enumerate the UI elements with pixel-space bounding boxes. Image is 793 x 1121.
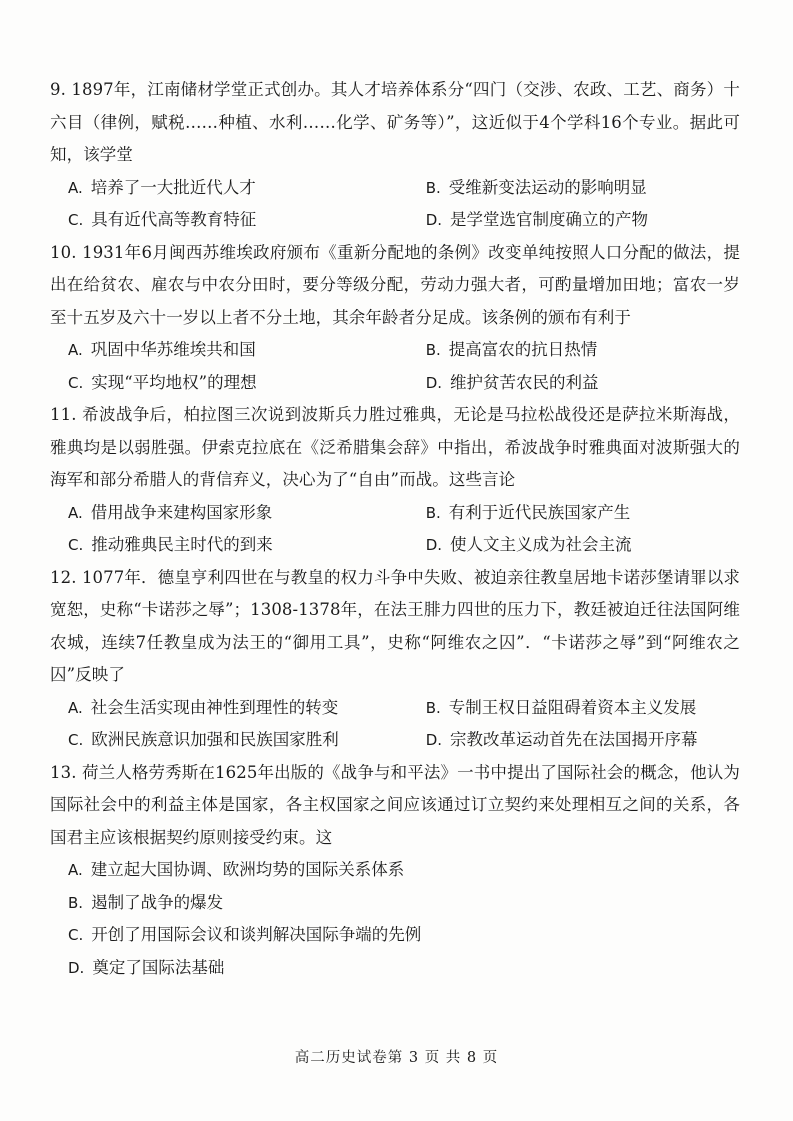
page-footer: 高二历史试卷第 3 页 共 8 页 (294, 1050, 499, 1066)
option-text: 是学堂选官制度确立的产物 (450, 210, 649, 229)
question-10-options (50, 334, 740, 399)
option-text: 培养了一大批近代人才 (90, 177, 256, 197)
option-letter: C. (68, 373, 84, 392)
option-text: 受维新变法运动的影响明显 (448, 177, 647, 197)
question-13 (50, 757, 740, 985)
option-d (404, 204, 740, 237)
question-text: 1077年．德皇亨利四世在与教皇的权力斗争中失败、被迫亲往教皇居地卡诺莎堡请罪以求宽恕，史称“卡诺莎之辱”；1308-1378年，在法王腓力四世的压力下，教廷被迫迁往法国阿维农城，连续7任教皇成为法王的“御用工具”，史称“阿维农之囚”．“卡诺莎之辱”到“阿维农之囚”反映了 (50, 567, 740, 684)
question-number: 13. (50, 762, 77, 782)
option-letter: A. (68, 698, 83, 717)
option-text: 使人文主义成为社会主流 (450, 535, 632, 554)
option-text: 专制王权日益阻碍着资本主义发展 (448, 697, 697, 717)
option-letter: C. (68, 731, 84, 749)
option-row (50, 497, 740, 530)
question-number: 9. (50, 80, 66, 99)
option-d (404, 724, 740, 757)
question-11 (50, 399, 740, 562)
option-row (50, 334, 740, 367)
option-letter: D. (425, 211, 443, 229)
question-text: 1897年，江南储材学堂正式创办。其人才培养体系分“四门（交涉、农政、工艺、商务）十六目（律例，赋税……种植、水利……化学、矿务等）”，这近似于4个学科16个专业。据此可知，该学堂 (50, 80, 740, 164)
question-number: 11. (50, 405, 77, 424)
option-letter: A. (68, 178, 83, 197)
option-row (50, 854, 740, 887)
option-text: 社会生活实现由神性到理性的转变 (90, 697, 339, 717)
question-9 (50, 74, 740, 237)
option-row (50, 724, 740, 757)
option-text: 遏制了战争的爆发 (91, 892, 224, 912)
option-text: 奠定了国际法基础 (92, 957, 225, 977)
option-row (50, 172, 740, 205)
question-13-options (50, 854, 740, 984)
option-row (50, 952, 740, 985)
option-text: 欧洲民族意识加强和民族国家胜利 (91, 730, 339, 749)
question-text: 荷兰人格劳秀斯在1625年出版的《战争与和平法》一书中提出了国际社会的概念，他认为国际社会中的利益主体是国家，各主权国家之间应该通过订立契约来处理相互之间的关系，各国君主应该根据契约原则接受约束。这 (50, 762, 740, 847)
option-row (50, 529, 740, 562)
option-d (404, 529, 740, 562)
option-letter: C. (68, 211, 84, 229)
question-text: 希波战争后，柏拉图三次说到波斯兵力胜过雅典，无论是马拉松战役还是萨拉米斯海战，雅典均是以弱胜强。伊索克拉底在《泛希腊集会辞》中指出，希波战争时雅典面对波斯强大的海军和部分希腊人的背信弃义，决心为了“自由”而战。这些言论 (50, 405, 740, 489)
option-c (50, 204, 404, 237)
option-text: 有利于近代民族国家产生 (448, 502, 631, 522)
option-d (50, 952, 740, 985)
question-text: 1931年6月闽西苏维埃政府颁布《重新分配地的条例》改变单纯按照人口分配的做法，提出在给贫农、雇农与中农分田时，要分等级分配，劳动力强大者，可酌量增加田地；富农一岁至十五岁及六十一岁以上者不分土地，其余年龄者分足成。该条例的颁布有利于 (50, 242, 740, 327)
option-b (404, 692, 740, 725)
option-a (50, 334, 404, 367)
question-list (50, 74, 740, 984)
question-11-stem (50, 399, 740, 497)
option-letter: A. (68, 341, 83, 359)
option-text: 开创了用国际会议和谈判解决国际争端的先例 (91, 925, 422, 944)
option-letter: A. (68, 503, 83, 522)
option-letter: D. (68, 958, 85, 977)
option-a (50, 692, 404, 725)
question-9-stem (50, 74, 740, 172)
option-text: 宗教改革运动首先在法国揭开序幕 (450, 730, 698, 749)
question-12-stem (50, 562, 740, 692)
option-c (50, 919, 740, 952)
option-d (404, 367, 740, 400)
option-b (404, 334, 740, 367)
question-9-options (50, 172, 740, 237)
option-text: 维护贫苦农民的利益 (450, 372, 599, 392)
question-10-stem (50, 237, 740, 335)
option-c (50, 724, 404, 757)
option-a (50, 172, 404, 205)
option-row (50, 367, 740, 400)
option-letter: B. (68, 893, 84, 912)
question-11-options (50, 497, 740, 562)
question-10 (50, 237, 740, 400)
option-row (50, 887, 740, 920)
option-b (404, 497, 740, 530)
option-letter: B. (425, 698, 441, 717)
option-text: 实现“平均地权”的理想 (91, 372, 257, 392)
option-letter: D. (425, 536, 443, 554)
question-number: 12. (50, 567, 77, 587)
option-letter: D. (425, 373, 443, 392)
question-13-stem (50, 757, 740, 855)
option-text: 提高富农的抗日热情 (448, 340, 598, 359)
option-letter: C. (68, 926, 84, 944)
option-letter: B. (425, 503, 441, 522)
option-c (50, 367, 404, 400)
option-text: 推动雅典民主时代的到来 (91, 535, 273, 554)
option-letter: B. (425, 178, 441, 197)
question-number: 10. (50, 242, 77, 262)
option-text: 借用战争来建构国家形象 (90, 502, 273, 522)
option-row (50, 919, 740, 952)
option-row (50, 692, 740, 725)
option-text: 建立起大国协调、欧洲均势的国际关系体系 (90, 860, 405, 879)
option-a (50, 854, 740, 887)
option-letter: C. (68, 536, 84, 554)
option-text: 巩固中华苏维埃共和国 (90, 340, 256, 359)
option-a (50, 497, 404, 530)
option-b (404, 172, 740, 205)
question-12 (50, 562, 740, 757)
option-row (50, 204, 740, 237)
option-text: 具有近代高等教育特征 (91, 210, 257, 229)
option-letter: D. (425, 731, 443, 749)
question-12-options (50, 692, 740, 757)
option-letter: B. (425, 341, 441, 359)
option-b (50, 887, 740, 920)
option-letter: A. (68, 861, 83, 879)
option-c (50, 529, 404, 562)
